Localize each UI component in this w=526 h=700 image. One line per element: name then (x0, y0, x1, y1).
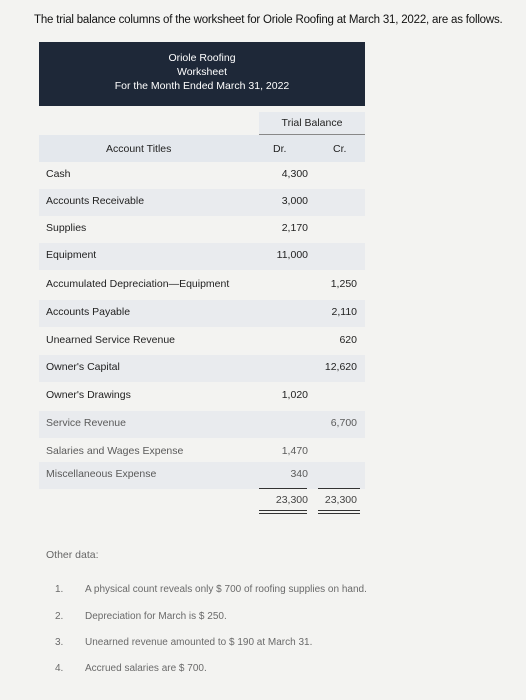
debit-double-rule-top (259, 510, 307, 511)
table-row (39, 462, 365, 489)
table-row (39, 300, 365, 327)
debit-double-rule-bottom (259, 513, 307, 514)
note-text: Unearned revenue amounted to $ 190 at March 31. (85, 637, 313, 648)
debit-amount: 3,000 (281, 195, 308, 207)
note-text: Accrued salaries are $ 700. (85, 663, 207, 674)
table-row (39, 383, 365, 410)
period-label: For the Month Ended March 31, 2022 (114, 80, 290, 92)
account-title: Miscellaneous Expense (46, 468, 157, 480)
note-number: 1. (55, 584, 64, 595)
list-item (55, 663, 207, 674)
credit-double-rule-top (318, 510, 360, 511)
account-title: Accounts Payable (46, 306, 131, 318)
credit-amount: 6,700 (330, 417, 357, 429)
list-item (55, 611, 227, 622)
list-item (55, 637, 312, 648)
other-data-label: Other data: (46, 549, 99, 561)
problem-intro: The trial balance columns of the worksheet for Oriole Roofing at March 31, 2022, are as follows. (34, 14, 503, 26)
note-number: 4. (55, 663, 64, 674)
debit-header: Dr. (273, 143, 287, 155)
account-title: Owner's Capital (46, 361, 120, 373)
account-title: Cash (46, 168, 71, 180)
credit-header: Cr. (333, 143, 347, 155)
table-row (39, 272, 365, 299)
account-titles-header: Account Titles (106, 143, 172, 155)
credit-amount: 620 (339, 334, 357, 346)
debit-amount: 4,300 (281, 168, 308, 180)
table-row (39, 189, 365, 216)
account-title: Unearned Service Revenue (46, 334, 175, 346)
debit-amount: 2,170 (281, 222, 308, 234)
debit-total: 23,300 (275, 494, 308, 506)
credit-amount: 1,250 (330, 278, 357, 290)
credit-amount: 12,620 (324, 361, 357, 373)
debit-amount: 11,000 (276, 249, 308, 261)
account-title: Accounts Receivable (46, 195, 145, 207)
trial-balance-heading: Trial Balance (259, 112, 365, 134)
account-title: Owner's Drawings (46, 389, 131, 401)
table-row (39, 162, 365, 189)
table-row (39, 216, 365, 243)
table-row (39, 328, 365, 355)
table-row (39, 355, 365, 382)
totals-row (39, 489, 365, 519)
credit-total: 23,300 (324, 494, 357, 506)
account-title: Accumulated Depreciation—Equipment (46, 278, 230, 290)
credit-double-rule-bottom (318, 513, 360, 514)
note-text: A physical count reveals only $ 700 of roofing supplies on hand. (85, 584, 367, 595)
credit-amount: 2,110 (331, 306, 357, 318)
table-row (39, 243, 365, 270)
account-title: Service Revenue (46, 417, 126, 429)
debit-amount: 1,470 (281, 445, 308, 457)
debit-amount: 1,020 (281, 389, 308, 401)
note-text: Depreciation for March is $ 250. (85, 611, 227, 622)
list-item (55, 584, 367, 595)
account-title: Salaries and Wages Expense (46, 445, 184, 457)
company-name: Oriole Roofing (168, 52, 236, 64)
table-row (39, 411, 365, 438)
note-number: 3. (55, 637, 64, 648)
column-header-band (39, 135, 365, 162)
account-title: Equipment (46, 249, 97, 261)
note-number: 2. (55, 611, 64, 622)
document-name: Worksheet (177, 66, 227, 78)
worksheet-header (39, 42, 365, 106)
account-title: Supplies (46, 222, 87, 234)
debit-amount: 340 (290, 468, 308, 480)
